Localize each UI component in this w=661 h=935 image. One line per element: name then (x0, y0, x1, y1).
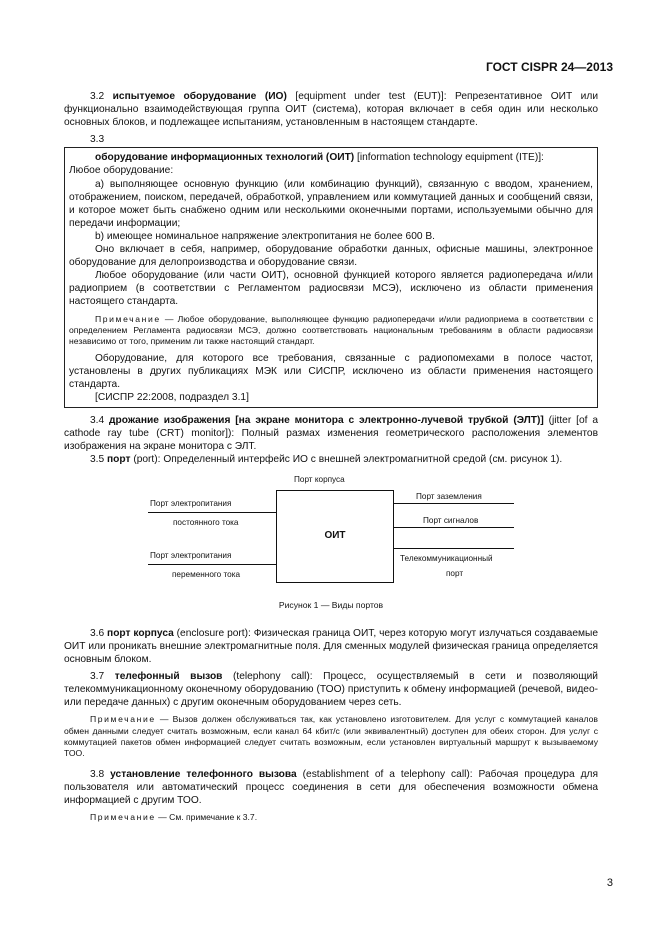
section-3-6-term: порт корпуса (107, 627, 174, 639)
dc-power-port-label-line2: постоянного тока (173, 518, 239, 528)
section-3-3-note (69, 314, 593, 348)
page-content (64, 90, 598, 823)
telecom-port-label-line2: порт (446, 569, 464, 579)
section-3-4-term: дрожание изображения [на экране монитора с электронно-лучевой трубкой (ЭЛТ)] (109, 415, 544, 427)
page-number: 3 (606, 877, 613, 889)
section-3-8-number: 3.8 (90, 768, 105, 780)
section-3-7-term: телефонный вызов (114, 670, 223, 682)
dc-power-port-line (148, 512, 276, 513)
earth-port-label: Порт заземления (416, 492, 482, 502)
section-3-3-term: оборудование информационных технологий (ОИТ) (95, 152, 355, 164)
section-3-7-text: (telephony call): Процесс, осуществляемый в сети и позволяющий телекоммуникационному оконечному оборудованию (ТОО) приступить к обмену информацией (речевой, видео- или передаче данных) с другим оконечным оборудованием через сеть. (64, 670, 598, 709)
section-3-3-source: [СИСПР 22:2008, подраздел 3.1] (95, 392, 249, 403)
section-3-2-term: испытуемое оборудование (ИО) (112, 91, 287, 102)
section-3-3-note-label: Примечание (95, 313, 161, 324)
section-3-3-heading (69, 151, 593, 164)
section-3-8-note-text: — См. примечание к 3.7. (155, 812, 258, 823)
earth-port-line (394, 503, 514, 504)
section-3-2 (64, 90, 598, 129)
section-3-3-term-en: [information technology equipment (ITE)]: (354, 152, 544, 164)
section-3-7-note (64, 714, 598, 760)
definition-box-3-3 (64, 147, 598, 408)
section-3-5-term: порт (107, 454, 131, 466)
section-3-5-text: (port): Определенный интерфейс ИО с внешней электромагнитной средой (см. рисунок 1). (130, 454, 563, 466)
section-3-7-note-label: Примечание (90, 714, 156, 725)
section-3-3-intro: Любое оборудование: (69, 165, 174, 177)
section-3-6-text: (enclosure port): Физическая граница ОИТ, через которую могут излучаться создаваемые ОИТ или проникать внешние электромагнитные поля. Для сменных модулей физическая граница определяется основным блоком. (64, 627, 598, 665)
ac-power-port-line (148, 564, 276, 565)
section-3-3-item-b: b) имеющее номинальное напряжение электропитания не более 600 В. (95, 230, 436, 242)
enclosure-port-label: Порт корпуса (294, 475, 345, 485)
section-3-3-item-a: а) выполняющее основную функцию (или комбинацию функций), связанную с вводом, хранением, отображением, поиском, передачей, обработкой, управлением или коммутацией данных и сообщений связи, и которое может быть снабжено одним или несколькими оконечными портами, используемыми обычно для передачи информации; (69, 178, 593, 229)
section-3-3-note-text: — Любое оборудование, выполняющее функцию радиопередачи и/или радиоприема в соответствии с определением Регламента радиосвязи МСЭ, должно соответствовать национальным требованиям в области радиосвязи независимо от того, применим ли также настоящий стандарт. (69, 313, 593, 347)
section-3-8-term: установление телефонного вызова (110, 768, 297, 780)
telecom-port-line (394, 548, 514, 549)
section-3-8-text: (establishment of a telephony call): Рабочая процедура для пользователя или автоматический процесс соединения в сети для обеспечения возможности обмена информацией с другим ТОО. (64, 768, 598, 806)
section-3-2-number: 3.2 (90, 91, 105, 102)
section-3-6 (64, 627, 598, 666)
section-3-3-paragraph-1: Оно включает в себя, например, оборудование обработки данных, офисные машины, электронное оборудование для делопроизводства и оборудование связи. (69, 244, 593, 269)
section-3-8-note (64, 812, 598, 823)
section-3-7 (64, 670, 598, 709)
section-3-7-note-text: — Вызов должен обслуживаться так, как установлено изготовителем. Для услуг с коммутацией каналов обмен данными следует считать возможным, если канал 64 кбит/с (или эквивалентный) доступен для обеих сторон. Для услуг с коммутацией пакетов обмен информацией следует считать возможным, если установлен виртуальный маршрут к вызываемому ТОО. (64, 714, 598, 759)
oit-box-label: ОИТ (324, 530, 346, 542)
section-3-5 (64, 453, 598, 466)
ac-power-port-label-line2: переменного тока (172, 570, 241, 580)
section-3-8 (64, 768, 598, 807)
section-3-3-paragraph-2: Любое оборудование (или части ОИТ), основной функцией которого является радиопередача и/или радиоприем (в соответствии с Регламентом радиосвязи МСЭ), исключено из области применения настоящего стандарта. (69, 270, 593, 308)
section-3-8-note-label: Примечание (90, 812, 156, 823)
telecom-port-label-line1: Телекоммуникационный (400, 554, 493, 564)
section-3-2-text: [equipment under test (EUT)]: Репрезентативное ОИТ или функционально взаимодействующая группа ОИТ (система), которая включает в себя один или несколько основных блоков, и подлежащее испытаниям, установленным в настоящем стандарте. (64, 91, 599, 129)
port-types-figure (64, 470, 598, 597)
section-3-4 (64, 414, 598, 453)
section-3-4-text: (jitter [of a cathode ray tube (CRT) monitor]): Полный размах изменения геометрического расположения элементов изображения на экране монитора с ЭЛТ. (64, 415, 598, 453)
signal-port-line (394, 527, 514, 528)
dc-power-port-label-line1: Порт электропитания (150, 499, 232, 509)
signal-port-label: Порт сигналов (423, 516, 479, 526)
oit-box (276, 490, 394, 583)
section-3-3-number: 3.3 (90, 134, 105, 146)
section-3-7-number: 3.7 (90, 670, 105, 682)
figure-caption: Рисунок 1 — Виды портов (278, 600, 384, 611)
section-3-4-number: 3.4 (90, 415, 105, 427)
ac-power-port-label-line1: Порт электропитания (150, 551, 232, 561)
section-3-5-number: 3.5 (90, 454, 105, 466)
section-3-6-number: 3.6 (90, 627, 105, 639)
section-3-3-paragraph-3: Оборудование, для которого все требования, связанные с радиопомехами в полосе частот, установлены в других публикациях МЭК или СИСПР, исключено из области применения настоящего стандарта. (69, 352, 593, 390)
document-header: ГОСТ CISPR 24—2013 (485, 60, 613, 74)
